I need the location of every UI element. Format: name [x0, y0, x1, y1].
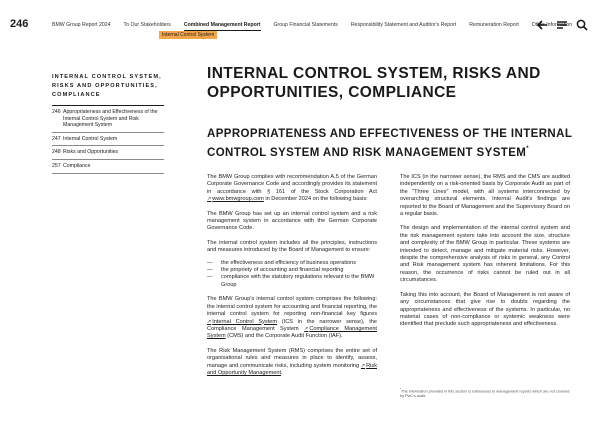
- toc-item-appropriateness[interactable]: [52, 106, 164, 133]
- paragraph: [207, 174, 377, 204]
- list-item: [207, 267, 377, 274]
- nav-links: [52, 22, 585, 29]
- paragraph: The ICS (in the narrower sense), the RMS and the CMS are audited independently on a risk-oriented basis by Corporate Audit as part of the "Three Lines" model, with all systems interconnected by overarching structural elements. Internal Audit's findings are reported to the Board of Management and the Supervisory Board on a regular basis.: [400, 174, 570, 218]
- nav-link-financial-statements[interactable]: Group Financial Statements: [273, 22, 338, 28]
- paragraph-text: (ICS in the narrower sense), the Compliance Management System: [207, 318, 377, 332]
- paragraph: The BMW Group has set up an internal control system and a risk management system in accordance with the German Corporate Governance Code.: [207, 210, 377, 232]
- footnote-marker: *: [400, 387, 402, 391]
- paragraph: The design and implementation of the internal control system and the risk management system take into account the size, structure and complexity of the BMW Group in particular. These systems are intended to detect, manage and mitigate material risks. However, despite the comprehensive analysis of risks in general, any Control and Risk management system has inherent limitations. For this reason, the occurrence of risks cannot be ruled out in all circumstances.: [400, 225, 570, 284]
- paragraph-text: The BMW Group's internal control system comprises the following: the internal control system for accounting and financial reporting, the internal control system for reporting non-financial key figures: [207, 296, 377, 318]
- toc-item-compliance[interactable]: [52, 160, 164, 174]
- nav-icons: [536, 19, 588, 31]
- link-label: Risk and Opportunity Management: [207, 362, 377, 376]
- bullet-dash: —: [207, 267, 213, 274]
- toc-page-number: 247: [52, 135, 61, 142]
- nav-link-stakeholders[interactable]: To Our Stakeholders: [123, 22, 171, 28]
- footnote-text: The information provided in this section is extraneous to management reports which are not covered by PwC's audit.: [400, 389, 570, 399]
- external-link-icon: ↗: [207, 196, 212, 203]
- nav-link-report[interactable]: BMW Group Report 2024: [52, 22, 111, 28]
- nav-link-responsibility-statement[interactable]: Responsibility Statement and Auditor's Report: [350, 22, 457, 28]
- link-label: Internal Control System: [212, 318, 278, 325]
- nav-link-other-information[interactable]: Other Information: [531, 22, 573, 28]
- section-title: [207, 127, 579, 160]
- nav-link-remuneration-report[interactable]: Remuneration Report: [469, 22, 519, 28]
- toc-item-risks-opportunities[interactable]: [52, 146, 164, 160]
- toc-page-number: 257: [52, 162, 61, 169]
- page-number: 246: [10, 18, 29, 30]
- top-navigation: [0, 0, 600, 44]
- nav-link-management-report-label: Combined Management Report: [183, 22, 261, 28]
- footnote: [400, 387, 570, 399]
- paragraph-text: (CMS) and the Corporate Audit Function (IAF).: [227, 333, 343, 340]
- body-column-right: [400, 174, 570, 336]
- paragraph-text: .: [281, 369, 283, 376]
- toc-label: Compliance: [63, 162, 91, 169]
- bmwgroup-link[interactable]: [207, 196, 264, 202]
- paragraph: The internal control system includes all the principles, instructions and measures introduced by the Board of Management to ensure:: [207, 239, 377, 254]
- back-arrow-icon[interactable]: [536, 19, 548, 31]
- footnote-marker: *: [526, 145, 529, 152]
- bullet-dash: —: [207, 274, 213, 281]
- bullet-dash: —: [207, 259, 213, 266]
- link-arrow-icon: ↗: [360, 362, 366, 369]
- toc-page-number: 248: [52, 149, 61, 156]
- list-item: [207, 274, 377, 289]
- link-arrow-icon: ↗: [207, 318, 212, 325]
- paragraph-text: The BMW Group complies with recommendation A.5 of the German Corporate Governance Code and accordingly provides its statement in accordance with § 161 of the Stock Corporation Act: [207, 174, 377, 195]
- page-title: INTERNAL CONTROL SYSTEM, RISKS AND OPPORTUNITIES, COMPLIANCE: [207, 65, 541, 101]
- nav-link-management-report[interactable]: [184, 22, 261, 29]
- section-title-text: APPROPRIATENESS AND EFFECTIVENESS OF THE INTERNAL CONTROL SYSTEM AND RISK MANAGEMENT SYSTEM: [207, 128, 573, 159]
- search-icon[interactable]: [576, 19, 588, 31]
- active-subsection-tag[interactable]: Internal Control System: [159, 31, 217, 39]
- internal-control-system-link[interactable]: [207, 319, 277, 325]
- sidebar-title: INTERNAL CONTROL SYSTEM, RISKS AND OPPORTUNITIES, COMPLIANCE: [52, 73, 164, 106]
- menu-icon[interactable]: [556, 19, 568, 31]
- link-label: www.bmwgroup.com: [212, 196, 264, 203]
- paragraph: Taking this into account, the Board of Management is not aware of any circumstances that give rise to doubts regarding the appropriateness and effectiveness of the systems. In particular, no material cases of non-compliance or systemic weakness were identified that preclude such appropriateness and effectiveness.: [400, 291, 570, 328]
- list-item-text: the effectiveness and efficiency of business operations: [221, 259, 357, 266]
- toc-label: Appropriateness and Effectiveness of the Internal Control System and Risk Management System: [63, 109, 158, 129]
- paragraph: [207, 348, 377, 378]
- toc-label: Risks and Opportunities: [63, 149, 119, 156]
- paragraph-text: in December 2024 on the following basis:: [265, 196, 368, 203]
- bullet-list: [207, 260, 377, 290]
- toc-page-number: 246: [52, 109, 61, 115]
- sidebar-toc: [52, 73, 164, 174]
- list-item-text: compliance with the statutory regulations relevant to the BMW Group: [221, 274, 375, 288]
- paragraph: [207, 296, 377, 340]
- list-item-text: the propriety of accounting and financial reporting: [221, 267, 344, 274]
- list-item: [207, 260, 377, 267]
- link-arrow-icon: ↗: [304, 325, 309, 332]
- toc-label: Internal Control System: [63, 135, 118, 142]
- link-label: Compliance Management System: [207, 325, 377, 340]
- toc-item-internal-control[interactable]: [52, 133, 164, 147]
- paragraph-text: The Risk Management System (RMS) comprises the entire set of organisational rules and measures in place to identify, assess, manage and communicate risks, including system monitoring: [207, 347, 377, 369]
- body-column-left: [207, 174, 377, 384]
